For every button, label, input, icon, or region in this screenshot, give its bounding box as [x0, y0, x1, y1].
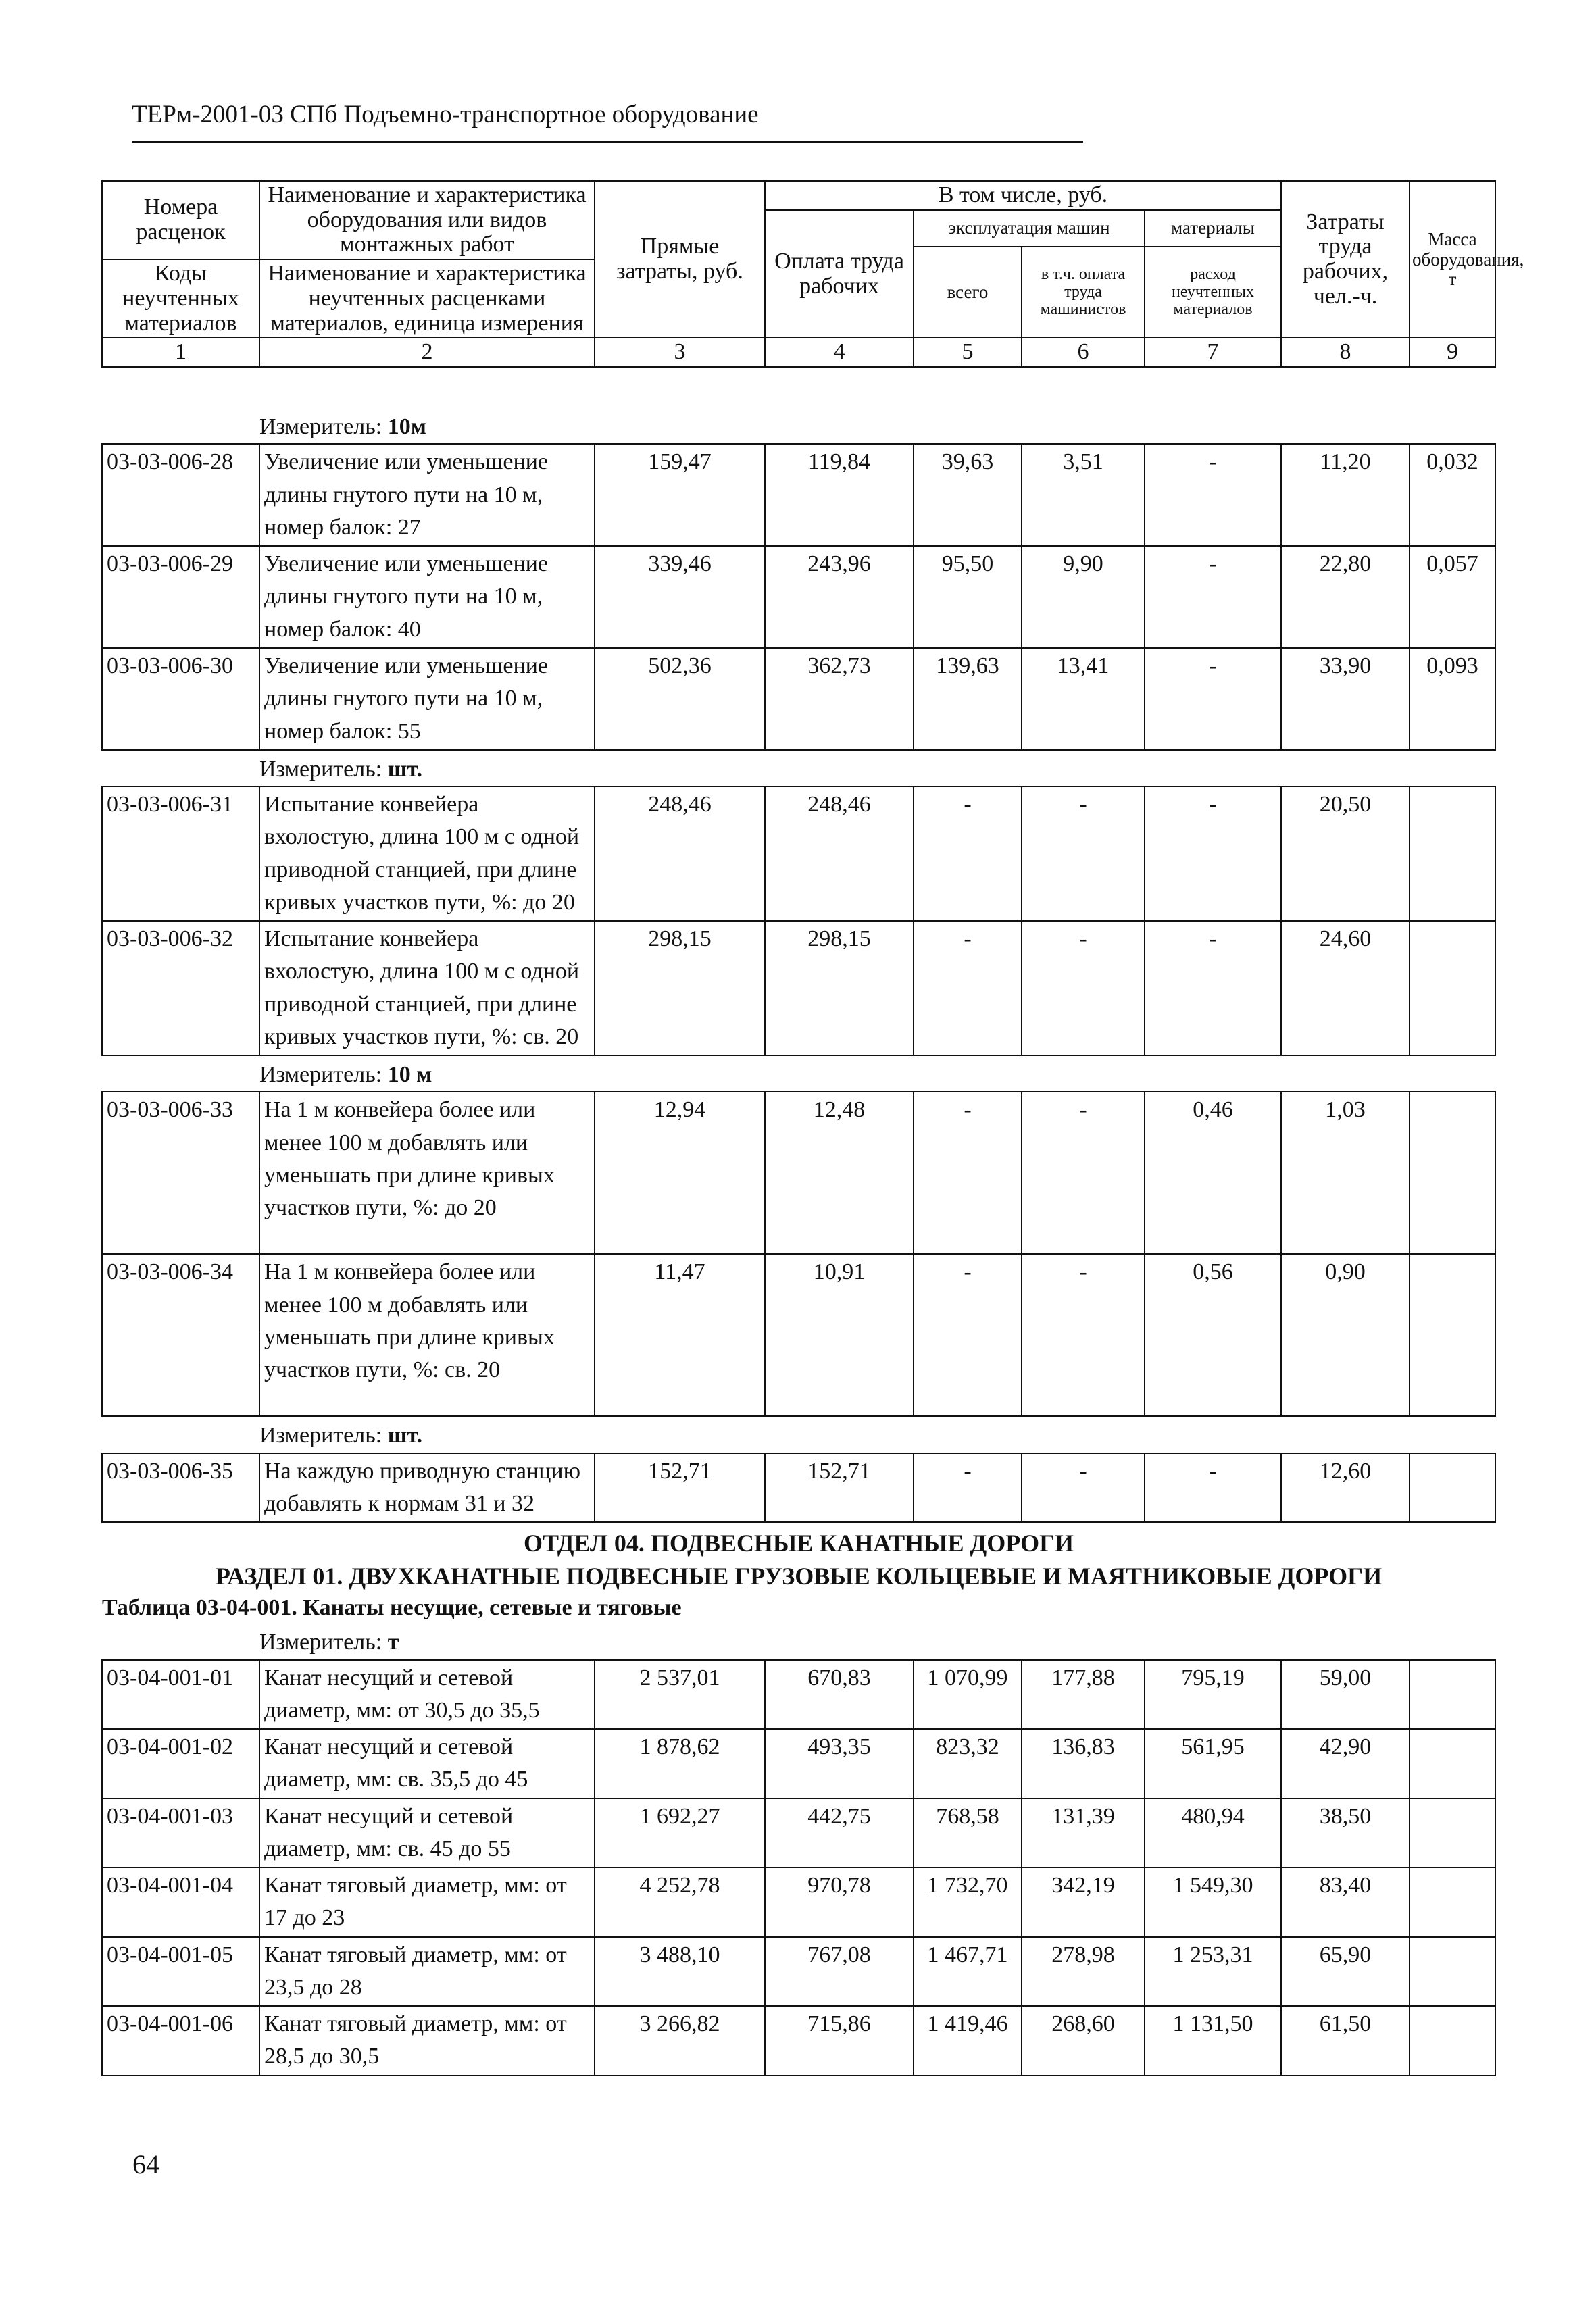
materials-cost: -	[1145, 648, 1281, 750]
labor-hours: 61,50	[1281, 2006, 1410, 2076]
machines-total: 1 070,99	[914, 1660, 1022, 1730]
labor-pay: 119,84	[765, 444, 914, 546]
machines-total: 39,63	[914, 444, 1022, 546]
materials-cost: -	[1145, 546, 1281, 648]
colnum: 9	[1410, 338, 1495, 367]
page-number: 64	[132, 2149, 159, 2180]
machines-total: 768,58	[914, 1799, 1022, 1868]
labor-pay: 243,96	[765, 546, 914, 648]
machinists-pay: 342,19	[1022, 1867, 1145, 1937]
equipment-mass	[1410, 1729, 1495, 1799]
machinists-pay: 136,83	[1022, 1729, 1145, 1799]
equipment-mass: 0,057	[1410, 546, 1495, 648]
col-codes-header-1: Номера расценок	[102, 181, 259, 259]
machinists-pay: 13,41	[1022, 648, 1145, 750]
colnum: 5	[914, 338, 1022, 367]
labor-pay: 970,78	[765, 1867, 914, 1937]
machinists-pay: -	[1022, 1092, 1145, 1254]
col-laborpay-header: Оплата труда рабочих	[765, 210, 914, 338]
labor-pay: 152,71	[765, 1453, 914, 1523]
table-row	[102, 1729, 1495, 1799]
direct-cost: 1 692,27	[595, 1799, 765, 1868]
col-name-header-1: Наименование и характеристика оборудования или видов монтажных работ	[259, 181, 595, 259]
measure-row	[102, 1055, 1495, 1092]
measure-row	[102, 1624, 1495, 1659]
table-title-row	[102, 1592, 1495, 1624]
labor-hours: 24,60	[1281, 921, 1410, 1055]
equipment-mass	[1410, 1867, 1495, 1937]
labor-hours: 20,50	[1281, 786, 1410, 921]
rate-name: Канат тяговый диаметр, мм: от 28,5 до 30,5	[259, 2006, 595, 2076]
materials-cost: 480,94	[1145, 1799, 1281, 1868]
labor-pay: 715,86	[765, 2006, 914, 2076]
materials-cost: -	[1145, 444, 1281, 546]
equipment-mass	[1410, 921, 1495, 1055]
measure-prefix: Измеритель:	[259, 756, 382, 782]
rate-code: 03-03-006-33	[102, 1092, 259, 1254]
rate-code: 03-03-006-28	[102, 444, 259, 546]
rate-name: Канат несущий и сетевой диаметр, мм: св. 35,5 до 45	[259, 1729, 595, 1799]
rate-code: 03-04-001-06	[102, 2006, 259, 2076]
rate-code: 03-03-006-34	[102, 1254, 259, 1416]
measure-row	[102, 1416, 1495, 1453]
direct-cost: 4 252,78	[595, 1867, 765, 1937]
labor-pay: 362,73	[765, 648, 914, 750]
labor-pay: 12,48	[765, 1092, 914, 1254]
rates-table	[101, 180, 1524, 2076]
rate-code: 03-03-006-35	[102, 1453, 259, 1523]
col-machines-total-header: всего	[914, 247, 1022, 338]
col-materials-sub-header: расход неучтенных материалов	[1145, 247, 1281, 338]
equipment-mass	[1410, 1453, 1495, 1523]
section-razdel: РАЗДЕЛ 01. ДВУХКАНАТНЫЕ ПОДВЕСНЫЕ ГРУЗОВЫЕ КОЛЬЦЕВЫЕ И МАЯТНИКОВЫЕ ДОРОГИ	[215, 1562, 1382, 1590]
rate-code: 03-04-001-02	[102, 1729, 259, 1799]
rate-code: 03-03-006-31	[102, 786, 259, 921]
colnum: 6	[1022, 338, 1145, 367]
rate-code: 03-03-006-32	[102, 921, 259, 1055]
materials-cost: 0,46	[1145, 1092, 1281, 1254]
labor-pay: 442,75	[765, 1799, 914, 1868]
page-header-title: ТЕРм-2001-03 СПб Подъемно-транспортное оборудование	[132, 101, 759, 128]
machinists-pay: -	[1022, 1453, 1145, 1523]
rate-code: 03-03-006-30	[102, 648, 259, 750]
measure-unit: т	[387, 1630, 399, 1655]
labor-hours: 33,90	[1281, 648, 1410, 750]
machinists-pay: 278,98	[1022, 1937, 1145, 2007]
labor-pay: 767,08	[765, 1937, 914, 2007]
column-number-row	[102, 338, 1495, 367]
colnum: 2	[259, 338, 595, 367]
rate-name: Канат несущий и сетевой диаметр, мм: св. 45 до 55	[259, 1799, 595, 1868]
materials-cost: 795,19	[1145, 1660, 1281, 1730]
direct-cost: 159,47	[595, 444, 765, 546]
machines-total: 139,63	[914, 648, 1022, 750]
equipment-mass: 0,093	[1410, 648, 1495, 750]
measure-prefix: Измеритель:	[259, 1630, 382, 1655]
table-row	[102, 921, 1495, 1055]
materials-cost: 1 131,50	[1145, 2006, 1281, 2076]
machines-total: -	[914, 1092, 1022, 1254]
col-name-header-2: Наименование и характеристика неучтенных расценками материалов, единица измерения	[259, 259, 595, 338]
labor-pay: 670,83	[765, 1660, 914, 1730]
measure-unit: 10м	[387, 414, 426, 440]
labor-pay: 10,91	[765, 1254, 914, 1416]
col-mass-header: Масса оборудования, т	[1410, 181, 1495, 338]
machinists-pay: 268,60	[1022, 2006, 1145, 2076]
machinists-pay: -	[1022, 1254, 1145, 1416]
direct-cost: 152,71	[595, 1453, 765, 1523]
col-machinists-header: в т.ч. оплата труда машинистов	[1022, 247, 1145, 338]
labor-hours: 1,03	[1281, 1092, 1410, 1254]
materials-cost: -	[1145, 1453, 1281, 1523]
machinists-pay: 3,51	[1022, 444, 1145, 546]
materials-cost: -	[1145, 786, 1281, 921]
rate-code: 03-04-001-05	[102, 1937, 259, 2007]
section-otdel: ОТДЕЛ 04. ПОДВЕСНЫЕ КАНАТНЫЕ ДОРОГИ	[523, 1530, 1074, 1557]
labor-hours: 83,40	[1281, 1867, 1410, 1937]
materials-cost: -	[1145, 921, 1281, 1055]
section-heading-row	[102, 1560, 1495, 1593]
table-title: Таблица 03-04-001. Канаты несущие, сетевые и тяговые	[102, 1595, 682, 1621]
colnum: 7	[1145, 338, 1281, 367]
measure-unit: шт.	[387, 1423, 423, 1449]
rate-name: На 1 м конвейера более или менее 100 м добавлять или уменьшать при длине кривых участков пути, %: до 20	[259, 1092, 595, 1254]
machines-total: -	[914, 1254, 1022, 1416]
rate-name: Увеличение или уменьшение длины гнутого пути на 10 м, номер балок: 27	[259, 444, 595, 546]
direct-cost: 12,94	[595, 1092, 765, 1254]
labor-hours: 65,90	[1281, 1937, 1410, 2007]
col-direct-header: Прямые затраты, руб.	[595, 181, 765, 338]
materials-cost: 1 253,31	[1145, 1937, 1281, 2007]
measure-unit: шт.	[387, 756, 423, 782]
machines-total: -	[914, 921, 1022, 1055]
rate-name: Испытание конвейера вхолостую, длина 100 м с одной приводной станцией, при длине кривых участков пути, %: до 20	[259, 786, 595, 921]
measure-unit: 10 м	[387, 1062, 432, 1088]
equipment-mass: 0,032	[1410, 444, 1495, 546]
colnum: 8	[1281, 338, 1410, 367]
materials-cost: 1 549,30	[1145, 1867, 1281, 1937]
table-row	[102, 2006, 1495, 2076]
equipment-mass	[1410, 1660, 1495, 1730]
materials-cost: 561,95	[1145, 1729, 1281, 1799]
measure-prefix: Измеритель:	[259, 1062, 382, 1088]
direct-cost: 2 537,01	[595, 1660, 765, 1730]
table-row	[102, 1092, 1495, 1254]
header-rule	[132, 141, 1083, 143]
col-incl-header: В том числе, руб.	[765, 181, 1281, 210]
direct-cost: 1 878,62	[595, 1729, 765, 1799]
rate-code: 03-04-001-03	[102, 1799, 259, 1868]
col-codes-header-2: Коды неучтенных материалов	[102, 259, 259, 338]
machines-total: 95,50	[914, 546, 1022, 648]
direct-cost: 3 266,82	[595, 2006, 765, 2076]
machines-total: 1 732,70	[914, 1867, 1022, 1937]
labor-hours: 42,90	[1281, 1729, 1410, 1799]
machines-total: -	[914, 786, 1022, 921]
machines-total: -	[914, 1453, 1022, 1523]
labor-hours: 59,00	[1281, 1660, 1410, 1730]
rate-code: 03-04-001-04	[102, 1867, 259, 1937]
direct-cost: 339,46	[595, 546, 765, 648]
measure-prefix: Измеритель:	[259, 1423, 382, 1449]
table-row	[102, 444, 1495, 546]
direct-cost: 248,46	[595, 786, 765, 921]
labor-pay: 248,46	[765, 786, 914, 921]
labor-hours: 38,50	[1281, 1799, 1410, 1868]
equipment-mass	[1410, 2006, 1495, 2076]
rate-name: Испытание конвейера вхолостую, длина 100 м с одной приводной станцией, при длине кривых участков пути, %: св. 20	[259, 921, 595, 1055]
table-row	[102, 546, 1495, 648]
colnum: 4	[765, 338, 914, 367]
machines-total: 1 419,46	[914, 2006, 1022, 2076]
equipment-mass	[1410, 1092, 1495, 1254]
measure-row	[102, 750, 1495, 786]
section-heading-row	[102, 1522, 1495, 1560]
machines-total: 1 467,71	[914, 1937, 1022, 2007]
labor-hours: 12,60	[1281, 1453, 1410, 1523]
table-row	[102, 1453, 1495, 1523]
colnum: 1	[102, 338, 259, 367]
rate-name: Канат тяговый диаметр, мм: от 17 до 23	[259, 1867, 595, 1937]
table-row	[102, 1254, 1495, 1416]
equipment-mass	[1410, 786, 1495, 921]
rate-code: 03-03-006-29	[102, 546, 259, 648]
direct-cost: 502,36	[595, 648, 765, 750]
machinists-pay: -	[1022, 921, 1145, 1055]
rate-name: Канат тяговый диаметр, мм: от 23,5 до 28	[259, 1937, 595, 2007]
machinists-pay: 131,39	[1022, 1799, 1145, 1868]
labor-hours: 22,80	[1281, 546, 1410, 648]
equipment-mass	[1410, 1254, 1495, 1416]
rate-name: На каждую приводную станцию добавлять к нормам 31 и 32	[259, 1453, 595, 1523]
rate-code: 03-04-001-01	[102, 1660, 259, 1730]
equipment-mass	[1410, 1799, 1495, 1868]
direct-cost: 11,47	[595, 1254, 765, 1416]
rate-name: На 1 м конвейера более или менее 100 м добавлять или уменьшать при длине кривых участков пути, %: св. 20	[259, 1254, 595, 1416]
measure-prefix: Измеритель:	[259, 414, 382, 440]
table-row	[102, 648, 1495, 750]
direct-cost: 3 488,10	[595, 1937, 765, 2007]
table-row	[102, 1867, 1495, 1937]
table-row	[102, 1660, 1495, 1730]
colnum: 3	[595, 338, 765, 367]
col-labor-header: Затраты труда рабочих, чел.-ч.	[1281, 181, 1410, 338]
machinists-pay: -	[1022, 786, 1145, 921]
labor-hours: 0,90	[1281, 1254, 1410, 1416]
rate-name: Увеличение или уменьшение длины гнутого пути на 10 м, номер балок: 55	[259, 648, 595, 750]
direct-cost: 298,15	[595, 921, 765, 1055]
labor-hours: 11,20	[1281, 444, 1410, 546]
col-machines-header: эксплуатация машин	[914, 210, 1145, 247]
labor-pay: 493,35	[765, 1729, 914, 1799]
labor-pay: 298,15	[765, 921, 914, 1055]
col-materials-header: материалы	[1145, 210, 1281, 247]
table-row	[102, 1937, 1495, 2007]
table-row	[102, 1799, 1495, 1868]
machinists-pay: 9,90	[1022, 546, 1145, 648]
rate-name: Увеличение или уменьшение длины гнутого пути на 10 м, номер балок: 40	[259, 546, 595, 648]
equipment-mass	[1410, 1937, 1495, 2007]
table-row	[102, 786, 1495, 921]
rate-name: Канат несущий и сетевой диаметр, мм: от 30,5 до 35,5	[259, 1660, 595, 1730]
machinists-pay: 177,88	[1022, 1660, 1145, 1730]
materials-cost: 0,56	[1145, 1254, 1281, 1416]
measure-row	[102, 408, 1495, 444]
machines-total: 823,32	[914, 1729, 1022, 1799]
